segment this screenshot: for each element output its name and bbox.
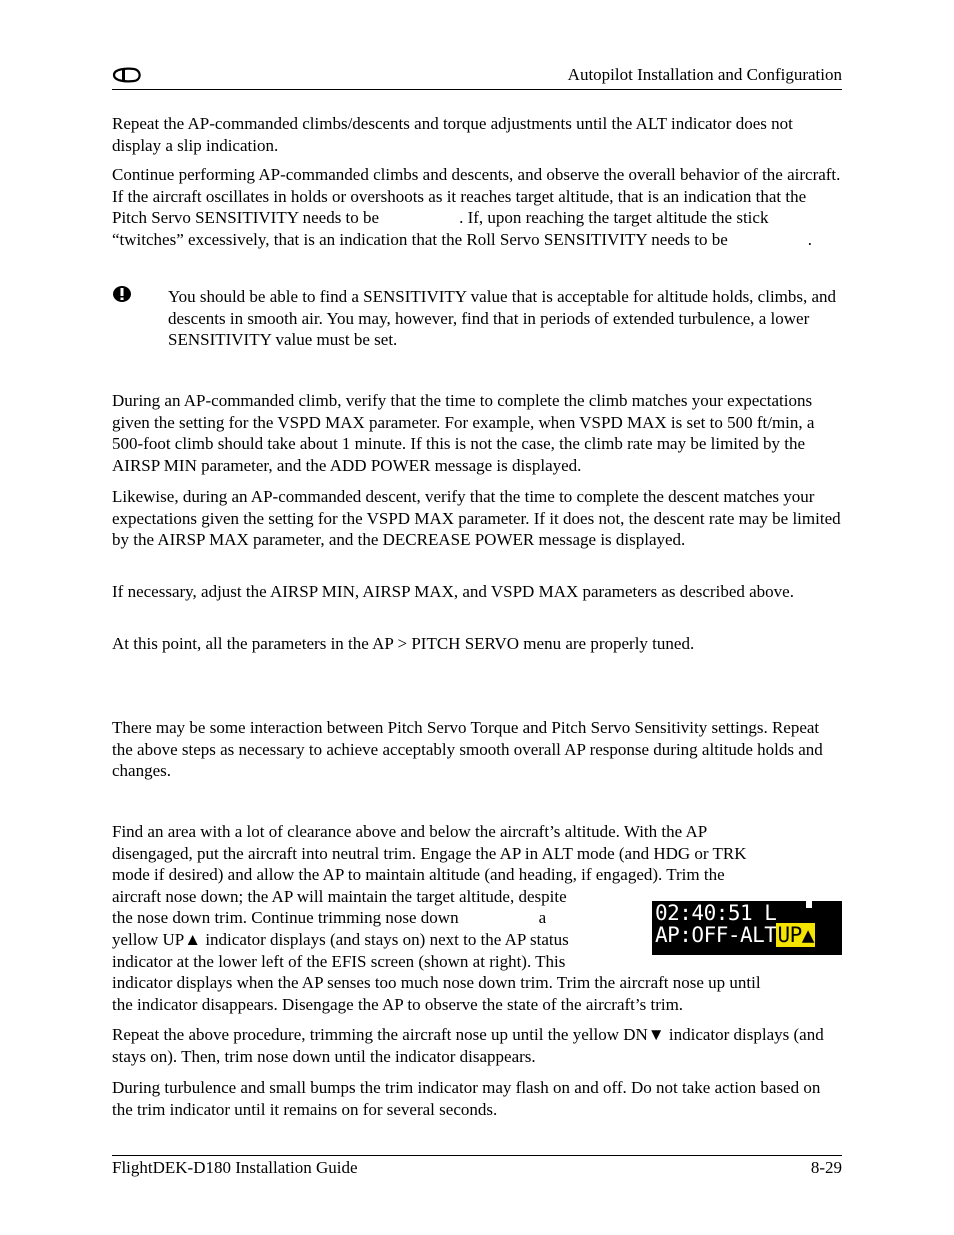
efis-trim-up-indicator: UP▲ [777,923,814,947]
paragraph-adjust-parameters: If necessary, adjust the AIRSP MIN, AIRSP MAX, and VSPD MAX parameters as described above. [112,582,794,601]
efis-ap-status: AP:OFF-ALTUP▲ [655,923,814,947]
header-title: Autopilot Installation and Configuration [567,65,842,84]
efis-marker [806,901,812,908]
header-divider [112,89,842,90]
paragraph-turbulence: During turbulence and small bumps the trim indicator may flash on and off. Do not take action based on the trim indicator until it remains on for several seconds. [112,1078,821,1119]
paragraph-trim-nose-up: Repeat the above procedure, trimming the aircraft nose up until the yellow DN▼ indicator displays (and stays on). Then, trim nose down until the indicator disappears. [112,1025,824,1066]
dynon-logo-icon [112,67,142,83]
paragraph-pitch-servo-tuned: At this point, all the parameters in the AP > PITCH SERVO menu are properly tuned. [112,634,695,653]
note-text: You should be able to find a SENSITIVITY value that is acceptable for altitude holds, climbs, and descents in smooth air. You may, however, find that in periods of extended turbulence, a lower SENSITIVITY value must be set. [168,287,837,350]
paragraph-descent-verify: Likewise, during an AP-commanded descent, verify that the time to complete the descent matches your expectations given the setting for the VSPD MAX parameter. If it does not, the descent rate may be limited by the AIRSP MAX parameter, and the DECREASE POWER message is displayed. [112,487,841,550]
footer-document-title: FlightDEK-D180 Installation Guide [112,1158,358,1177]
footer-divider [112,1155,842,1156]
efis-clock-readout: 02:40:51 L [655,901,777,925]
paragraph-climb-verify: During an AP-commanded climb, verify that the time to complete the climb matches your expectations given the setting for the VSPD MAX parameter. For example, when VSPD MAX is set to 500 ft/min, a 500-foot climb should take about 1 minute. If this is not the case, the climb rate may be limited by the AIRSP MIN parameter, and the ADD POWER message is displayed. [112,391,815,475]
paragraph-interaction: There may be some interaction between Pitch Servo Torque and Pitch Servo Sensitivity settings. Repeat the above steps as necessary to achieve acceptably smooth overall AP response during altitude holds and changes. [112,718,823,781]
footer-page-number: 8-29 [810,1158,842,1177]
paragraph-repeat-climbs: Repeat the AP-commanded climbs/descents and torque adjustments until the ALT indicator does not display a slip indication. [112,114,793,155]
paragraph-trim-procedure: Find an area with a lot of clearance above and below the aircraft’s altitude. With the AP disengaged, put the aircraft into neutral trim. Engage the AP in ALT mode (and HDG or TRK mode if desired) and allow the AP to maintain altitude (and heading, if engaged). Trim the aircraft nose down; the AP will maintain the target altitude, despite the nose down trim. Continue trimming nose down a yellow UP▲ indicator displays (and stays on) next to the AP status indicator at the lower left of the EFIS screen (shown at right). This indicator displays when the AP senses too much nose down trim. Trim the aircraft nose up until the indicator disappears. Disengage the AP to observe the state of the aircraft’s trim. [112,822,761,1014]
exclamation-icon [112,285,132,303]
paragraph-sensitivity: Continue performing AP-commanded climbs and descents, and observe the overall behavior of the aircraft. If the aircraft oscillates in holds or overshoots as it reaches target altitude, that is an indication that the Pitch Servo SENSITIVITY needs to be . If, upon reaching the target altitude the stick “twitches” excessively, that is an indication that the Roll Servo SENSITIVITY needs to be . [112,165,841,249]
efis-status-screenshot [652,901,842,955]
